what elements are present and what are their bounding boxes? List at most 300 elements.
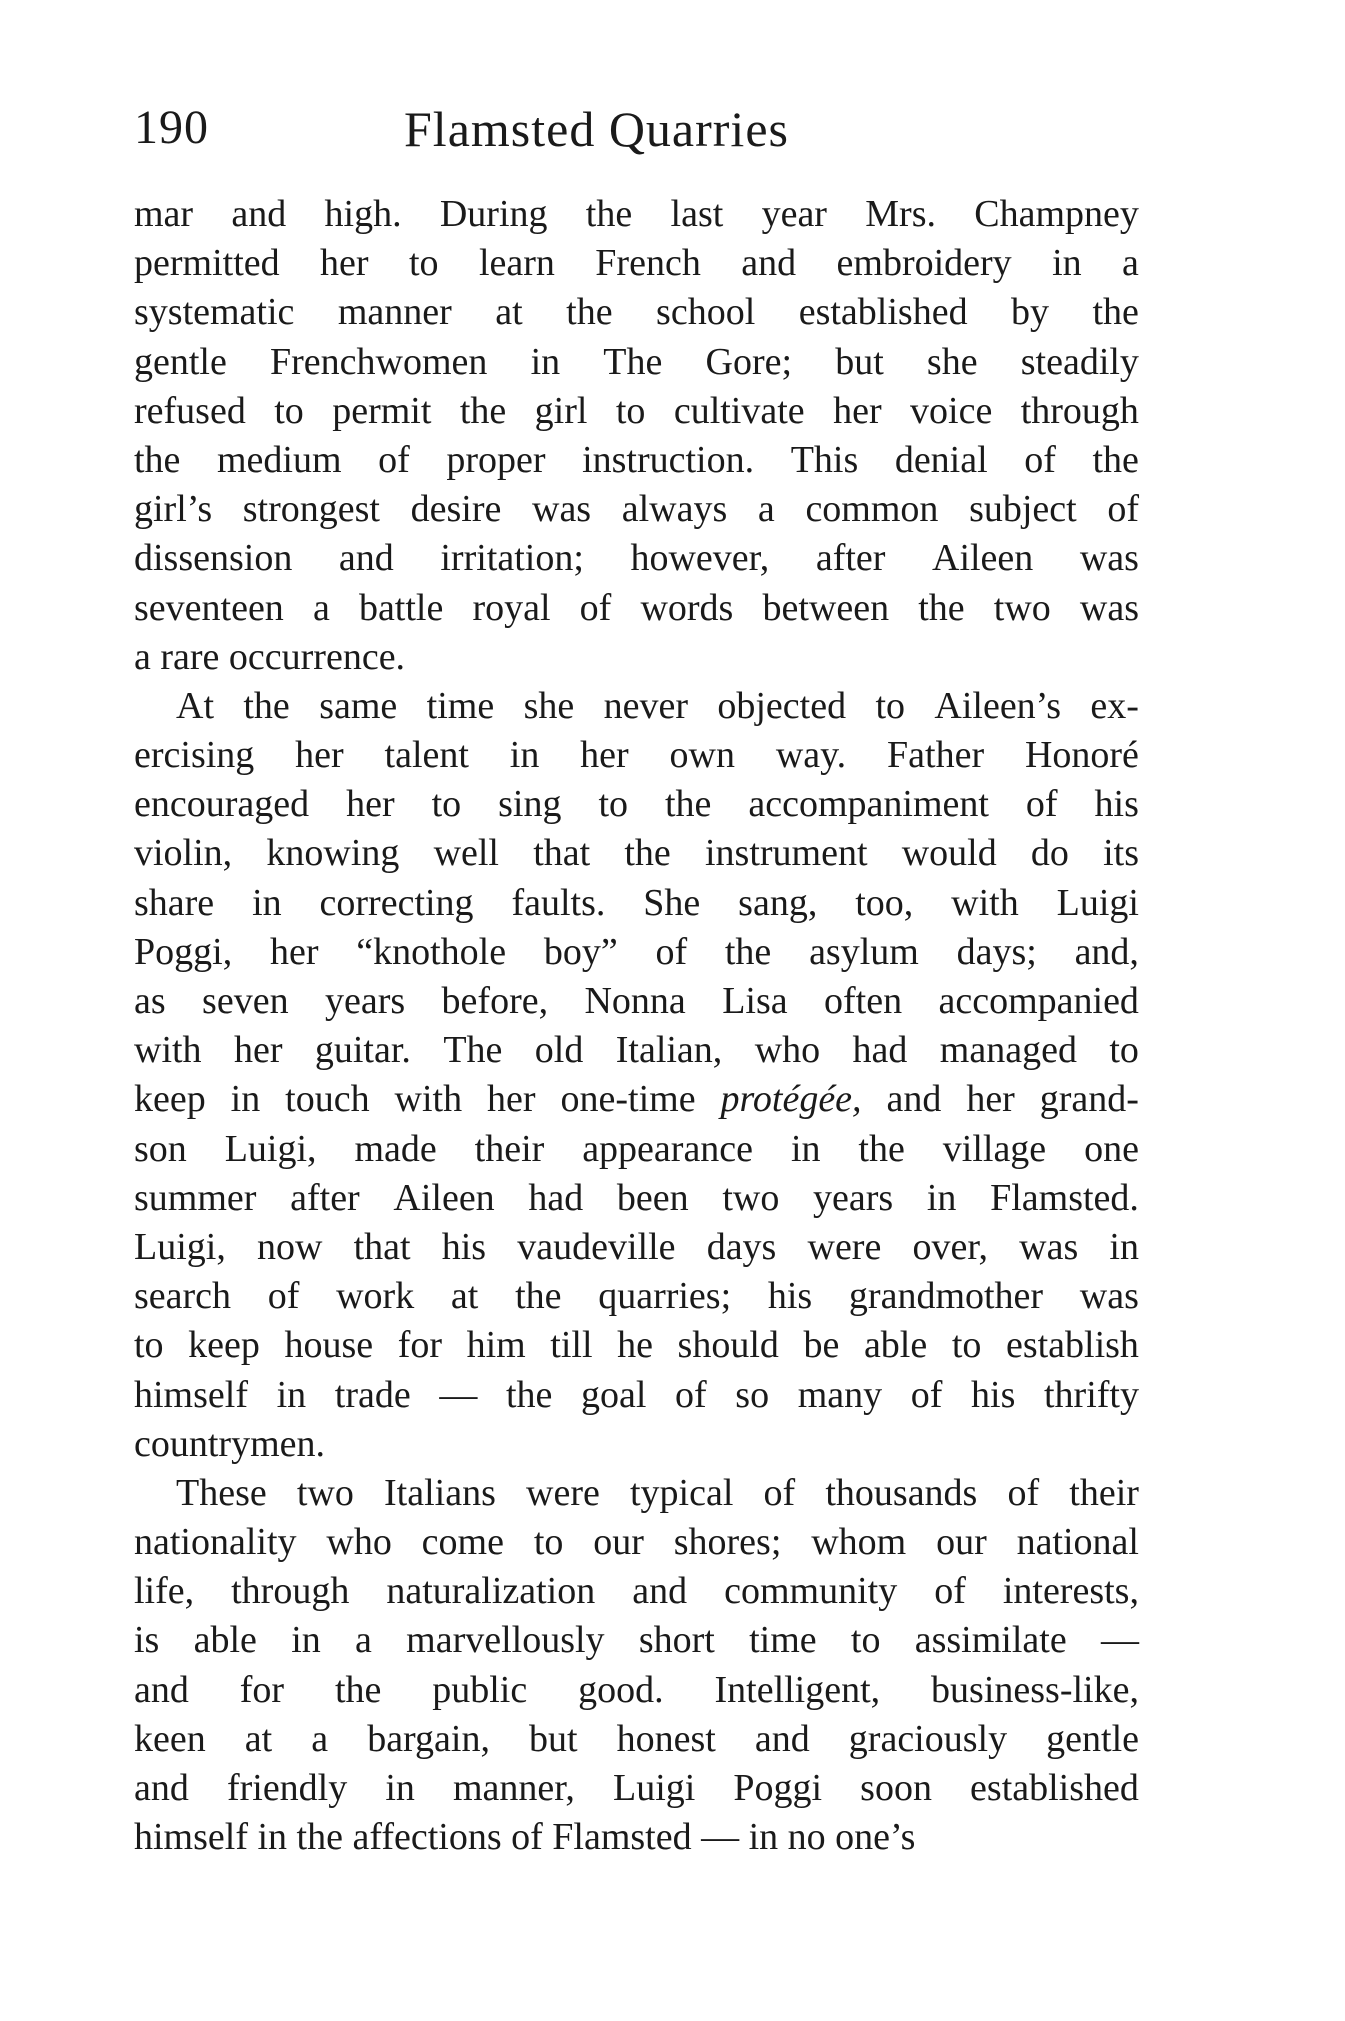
word: often	[824, 980, 903, 1022]
word: her	[487, 1078, 536, 1121]
paragraph	[134, 1469, 1139, 1863]
word: strongest	[242, 488, 380, 531]
word: girl	[534, 389, 588, 432]
word: affections	[352, 1816, 502, 1859]
word: same	[319, 684, 398, 727]
word: been	[616, 1176, 689, 1219]
word: in	[385, 1767, 415, 1809]
word: nationality	[134, 1521, 297, 1564]
word: able	[863, 1324, 928, 1367]
word: of	[1107, 488, 1139, 531]
word: Flamsted	[552, 1816, 692, 1859]
word: so	[735, 1373, 770, 1416]
word: manner	[337, 291, 452, 334]
word: her	[346, 783, 395, 826]
word: come	[421, 1521, 504, 1564]
word: in	[252, 881, 282, 924]
word: the	[724, 930, 772, 973]
word: common	[805, 488, 939, 531]
word: a	[311, 1717, 329, 1760]
page-number: 190	[134, 101, 209, 154]
word: her	[580, 734, 629, 777]
word: for	[397, 1324, 442, 1367]
word: to	[598, 783, 629, 826]
word: year	[761, 193, 827, 235]
word: was	[1019, 1225, 1079, 1268]
word: himself	[134, 1373, 248, 1416]
word: to	[274, 389, 304, 432]
word: at	[244, 1717, 273, 1760]
word: Intelligent,	[714, 1668, 881, 1711]
word: ex-	[1090, 684, 1139, 727]
word: time	[749, 1619, 817, 1662]
word: the	[664, 783, 712, 826]
word: knowing	[266, 832, 400, 875]
word: her	[966, 1078, 1015, 1121]
word: permit	[332, 389, 432, 432]
word: of	[763, 1471, 796, 1514]
word: however,	[630, 537, 770, 580]
word: the	[334, 1668, 382, 1711]
word: sang,	[738, 881, 818, 924]
word: This	[790, 438, 859, 481]
word: after	[815, 537, 886, 580]
word: one	[1084, 1127, 1139, 1170]
word: Aileen	[932, 537, 1034, 580]
word: trade	[334, 1373, 411, 1416]
word: after	[290, 1176, 360, 1219]
word: who	[754, 1029, 821, 1072]
word: and	[231, 193, 287, 235]
word: seven	[202, 980, 289, 1022]
word: old	[534, 1029, 584, 1072]
word: the	[1092, 291, 1139, 334]
word: him	[466, 1324, 526, 1367]
word: sing	[498, 783, 562, 826]
text-line	[134, 190, 1139, 239]
word: to	[134, 1324, 164, 1367]
word: with	[394, 1078, 463, 1121]
word: objected	[717, 684, 847, 727]
word: Luigi	[612, 1767, 696, 1809]
word: ercising	[134, 734, 255, 777]
word: of	[1007, 1471, 1040, 1514]
word: to	[533, 1521, 564, 1564]
word: one-time	[560, 1078, 696, 1121]
word: a	[757, 488, 775, 531]
word: over,	[912, 1225, 988, 1268]
word: Nonna	[584, 980, 686, 1022]
word: Champney	[974, 193, 1139, 235]
word: search	[134, 1275, 232, 1318]
word: our	[936, 1521, 987, 1564]
word: friendly	[226, 1767, 348, 1809]
word: battle	[358, 586, 444, 629]
word: in	[748, 1816, 779, 1859]
word: Frenchwomen	[270, 340, 488, 383]
word: of	[579, 586, 612, 629]
word: years	[812, 1176, 894, 1219]
word: refused	[134, 389, 246, 432]
word: to	[875, 684, 906, 727]
word: years	[324, 980, 406, 1022]
word: till	[550, 1324, 593, 1367]
word: days;	[956, 930, 1037, 973]
word: do	[1030, 832, 1069, 875]
word: was	[1079, 586, 1139, 629]
word: appearance	[582, 1127, 754, 1170]
word: share	[134, 881, 215, 924]
word: life,	[134, 1570, 195, 1613]
word: her	[269, 930, 319, 973]
word: that	[533, 832, 591, 875]
word: short	[638, 1619, 715, 1662]
word: in	[509, 734, 540, 777]
text-line	[134, 1420, 1139, 1469]
word: is	[134, 1619, 160, 1662]
word: of	[934, 1570, 966, 1613]
word: business-like,	[931, 1668, 1139, 1711]
word: Aileen	[393, 1176, 495, 1219]
word: school	[656, 291, 756, 334]
word: the	[624, 832, 671, 875]
word: and,	[1074, 930, 1139, 973]
word: but	[529, 1717, 578, 1760]
word: always	[621, 488, 728, 531]
word: honest	[616, 1717, 716, 1760]
word: Aileen’s	[934, 684, 1062, 727]
word: —	[439, 1373, 478, 1416]
word: had	[528, 1176, 584, 1219]
word: work	[336, 1275, 415, 1318]
word: interests,	[1002, 1570, 1139, 1613]
word: its	[1103, 832, 1139, 875]
word: gentle	[1046, 1717, 1139, 1760]
word: bargain,	[367, 1717, 490, 1760]
word: the	[1092, 438, 1139, 481]
word: he	[617, 1324, 653, 1367]
word: own	[669, 734, 735, 777]
word: her	[295, 734, 344, 777]
running-title: Flamsted Quarries	[404, 101, 789, 157]
word: himself	[134, 1816, 248, 1859]
word: the	[243, 684, 290, 727]
text-line	[134, 239, 1139, 288]
word: the	[134, 438, 181, 481]
paragraph	[134, 190, 1139, 682]
paragraph	[134, 682, 1139, 1469]
word: would	[901, 832, 997, 875]
text-line	[134, 1026, 1139, 1075]
word: denial	[894, 438, 988, 481]
word: a	[355, 1619, 372, 1662]
word: boy”	[543, 930, 618, 973]
word: in	[230, 1078, 261, 1121]
word: but	[835, 340, 884, 383]
word: high.	[324, 193, 402, 235]
text-line	[134, 338, 1139, 387]
word: and	[741, 242, 797, 285]
word: good.	[578, 1668, 664, 1711]
word: in	[530, 340, 561, 383]
word: grandmother	[848, 1275, 1044, 1318]
word: last	[670, 193, 724, 235]
text-line	[134, 387, 1139, 436]
word: made	[354, 1127, 437, 1170]
text-line	[134, 1715, 1139, 1764]
text-line	[134, 1174, 1139, 1223]
word: were	[807, 1225, 882, 1268]
word: were	[526, 1471, 600, 1514]
text-line	[134, 1567, 1139, 1616]
text-line	[134, 633, 1139, 682]
word: medium	[217, 438, 342, 481]
word: asylum	[809, 930, 919, 973]
word: Luigi,	[224, 1127, 317, 1170]
word: assimilate	[914, 1619, 1067, 1662]
word: her	[233, 1029, 283, 1072]
word: son	[134, 1127, 187, 1170]
word: keep	[188, 1324, 260, 1367]
word: a	[312, 586, 330, 629]
text-line	[134, 1666, 1139, 1715]
word: community	[724, 1570, 898, 1613]
word: Honoré	[1024, 734, 1139, 777]
word: should	[677, 1324, 779, 1367]
word: the	[296, 1816, 343, 1859]
word: summer	[134, 1176, 257, 1219]
text-line	[134, 1616, 1139, 1665]
word: The	[443, 1029, 503, 1072]
word: violin,	[134, 832, 233, 875]
word: encouraged	[134, 783, 310, 826]
word: their	[1069, 1471, 1139, 1514]
word: Luigi	[1056, 881, 1139, 924]
word: rare	[160, 635, 220, 678]
word: before,	[441, 980, 549, 1022]
word: to	[951, 1324, 982, 1367]
word: his	[441, 1225, 487, 1268]
text-line	[134, 534, 1139, 583]
word: too,	[855, 881, 914, 924]
word: her	[833, 389, 882, 432]
text-line	[134, 977, 1139, 1026]
word: gentle	[134, 340, 227, 383]
word: his	[767, 1275, 813, 1318]
word: now	[256, 1225, 323, 1268]
word: permitted	[134, 242, 280, 285]
word: Italians	[384, 1471, 496, 1514]
word: in	[926, 1176, 957, 1219]
word: the	[459, 389, 507, 432]
word: in	[257, 1816, 288, 1859]
word: of	[378, 438, 410, 481]
word: embroidery	[836, 242, 1012, 285]
word: soon	[860, 1767, 932, 1809]
word: of	[267, 1275, 300, 1318]
word: Poggi,	[134, 930, 233, 973]
word: days	[706, 1225, 777, 1268]
word: of	[1024, 438, 1056, 481]
word: protégée,	[720, 1078, 862, 1121]
word: faults.	[511, 881, 606, 924]
word: These	[176, 1471, 267, 1514]
word: grand-	[1039, 1078, 1139, 1121]
word: and	[886, 1078, 942, 1121]
word: royal	[472, 586, 551, 629]
word: irritation;	[440, 537, 584, 580]
word: Italian,	[615, 1029, 723, 1072]
word: systematic	[134, 291, 295, 334]
word: at	[495, 291, 523, 334]
word: “knothole	[356, 930, 507, 973]
text-line	[134, 288, 1139, 337]
word: able	[193, 1619, 257, 1662]
word: had	[852, 1029, 908, 1072]
word: who	[326, 1521, 392, 1564]
word: marvellously	[406, 1619, 605, 1662]
word: Gore;	[705, 340, 793, 383]
word: two	[722, 1176, 780, 1219]
word: two	[296, 1471, 354, 1514]
word: accompaniment	[748, 783, 989, 826]
page-header	[134, 100, 1134, 170]
word: and	[338, 537, 394, 580]
word: the	[515, 1275, 562, 1318]
word: guitar.	[314, 1029, 411, 1072]
word: the	[566, 291, 613, 334]
word: the	[918, 586, 965, 629]
word: was	[1079, 537, 1139, 580]
word: girl’s	[134, 488, 213, 531]
word: in	[790, 1127, 821, 1170]
word: Father	[887, 734, 985, 777]
word: no	[787, 1816, 826, 1859]
text-line	[134, 1371, 1139, 1420]
word: subject	[969, 488, 1077, 531]
word: desire	[410, 488, 502, 531]
word: touch	[285, 1078, 370, 1121]
word: well	[433, 832, 499, 875]
text-line	[134, 485, 1139, 534]
word: the	[505, 1373, 553, 1416]
word: shores;	[673, 1521, 782, 1564]
word: quarries;	[598, 1275, 732, 1318]
word: and	[134, 1668, 189, 1711]
word: manner,	[452, 1767, 575, 1809]
word: Luigi,	[134, 1225, 226, 1268]
word: between	[762, 586, 890, 629]
word: words	[640, 586, 734, 629]
word: through	[231, 1570, 350, 1613]
text-line	[134, 1469, 1139, 1518]
word: of	[675, 1373, 707, 1416]
word: in	[291, 1619, 321, 1662]
text-line	[134, 1321, 1139, 1370]
word: be	[803, 1324, 840, 1367]
word: established	[970, 1767, 1139, 1809]
word: was	[1079, 1275, 1139, 1318]
word: mar	[134, 193, 194, 235]
word: village	[942, 1127, 1047, 1170]
word: one’s	[835, 1816, 916, 1859]
word: their	[474, 1127, 545, 1170]
word: learn	[478, 242, 555, 285]
word: of	[910, 1373, 943, 1416]
word: thrifty	[1043, 1373, 1139, 1416]
word: time	[426, 684, 495, 727]
word: establish	[1005, 1324, 1139, 1367]
word: seventeen	[134, 586, 284, 629]
word: thousands	[825, 1471, 978, 1514]
text-line	[134, 1125, 1139, 1174]
word: proper	[446, 438, 546, 481]
word: she	[523, 684, 575, 727]
word: with	[951, 881, 1019, 924]
word: of	[655, 930, 688, 973]
word: at	[450, 1275, 479, 1318]
word: through	[1020, 389, 1139, 432]
word: his	[971, 1373, 1016, 1416]
word: to	[431, 783, 462, 826]
word: voice	[910, 389, 993, 432]
word: dissension	[134, 537, 293, 580]
word: of	[511, 1816, 543, 1859]
word: two	[993, 586, 1051, 629]
word: typical	[630, 1471, 734, 1514]
word: national	[1016, 1521, 1139, 1564]
word: During	[439, 193, 548, 235]
word: French	[595, 242, 701, 285]
text-line	[134, 1075, 1139, 1124]
word: to	[1109, 1029, 1139, 1072]
text-line	[134, 436, 1139, 485]
text-line	[134, 1813, 1139, 1862]
word: in	[1052, 242, 1082, 285]
word: and	[632, 1570, 688, 1613]
text-line	[134, 1223, 1139, 1272]
word: as	[134, 980, 166, 1022]
word: our	[593, 1521, 644, 1564]
text-line	[134, 1518, 1139, 1567]
text-line	[134, 829, 1139, 878]
word: way.	[775, 734, 847, 777]
word: instruction.	[582, 438, 755, 481]
word: of	[1025, 783, 1058, 826]
word: whom	[811, 1521, 907, 1564]
text-line	[134, 731, 1139, 780]
word: keen	[134, 1717, 206, 1760]
word: Mrs.	[865, 193, 936, 235]
word: the	[585, 193, 633, 235]
word: vaudeville	[517, 1225, 676, 1268]
word: his	[1094, 783, 1139, 826]
word: to	[850, 1619, 881, 1662]
word: she	[926, 340, 978, 383]
word: —	[701, 1816, 740, 1859]
word: to	[408, 242, 439, 285]
text-line	[134, 1764, 1139, 1813]
text-line	[134, 928, 1139, 977]
word: a	[134, 635, 151, 678]
word: At	[176, 684, 214, 727]
text-line	[134, 780, 1139, 829]
word: to	[615, 389, 646, 432]
word: steadily	[1020, 340, 1139, 383]
word: accompanied	[938, 980, 1139, 1022]
word: naturalization	[386, 1570, 596, 1613]
text-line	[134, 1272, 1139, 1321]
